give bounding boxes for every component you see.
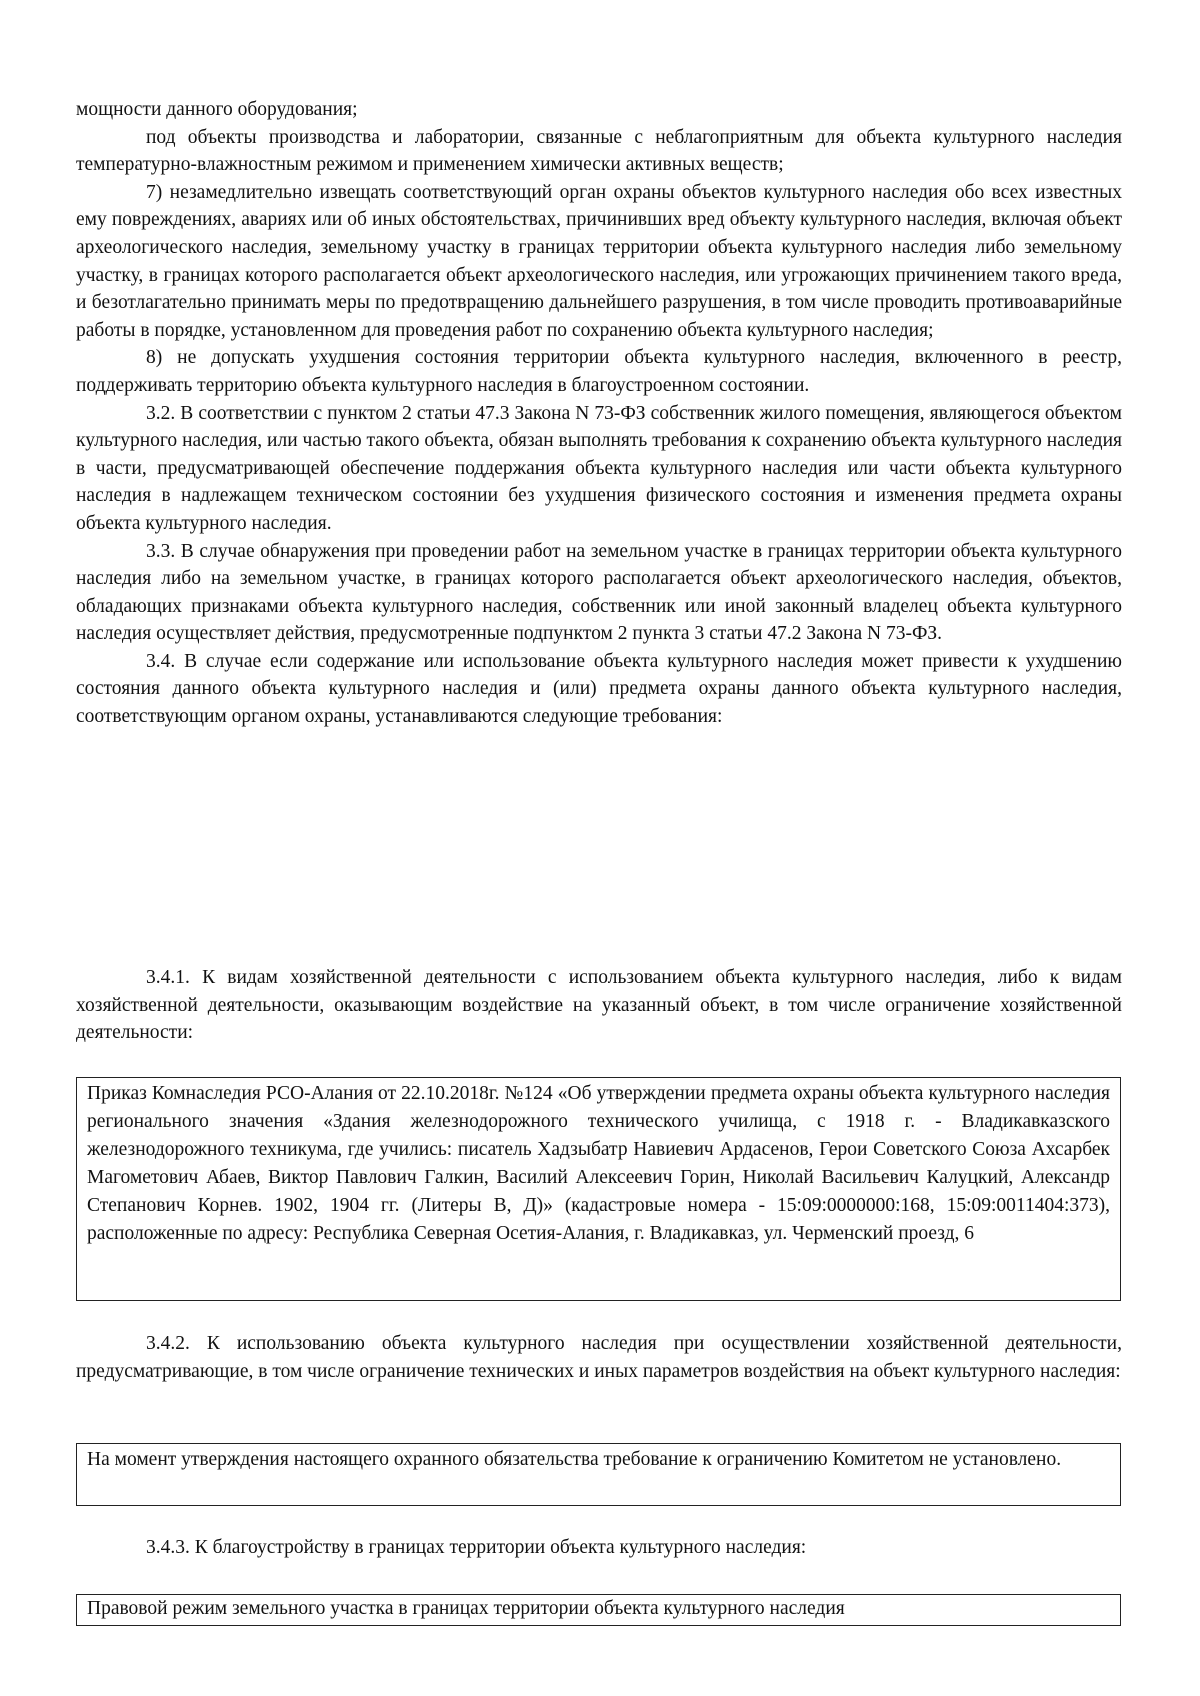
paragraph-3-4: 3.4. В случае если содержание или использование объекта культурного наследия может привести к ухудшению состояния данного объекта культурного наследия и (или) предмета охраны данного объекта культурного наследия, соответствующим органом охраны, устанавливаются следующие требования: — [76, 650, 1122, 728]
text-block-top — [76, 96, 1122, 731]
paragraph-3-4-2: 3.4.2. К использованию объекта культурного наследия при осуществлении хозяйственной деятельности, предусматривающие, в том числе ограничение технических и иных параметров воздействия на объект культурного наследия: — [76, 1333, 1122, 1382]
paragraph-item-8: 8) не допускать ухудшения состояния территории объекта культурного наследия, включенного в реестр, поддерживать территорию объекта культурного наследия в благоустроенном состоянии. — [76, 347, 1122, 396]
paragraph-3-3: 3.3. В случае обнаружения при проведении работ на земельном участке в границах территории объекта культурного наследия либо на земельном участке, в границах которого располагается объект археологического наследия, объектов, обладающих признаками объекта культурного наследия, собственник или иной законный владелец объекта культурного наследия осуществляет действия, предусмотренные подпунктом 2 пункта 3 статьи 47.2 Закона N 73-ФЗ. — [76, 540, 1122, 645]
paragraph-item-7: 7) незамедлительно извещать соответствующий орган охраны объектов культурного наследия обо всех известных ему повреждениях, авариях или об иных обстоятельствах, причинивших вред объекту культурного наследия, включая объект археологического наследия, земельному участку в границах территории объекта культурного наследия либо земельному участку, в границах которого располагается объект археологического наследия, или угрожающих причинением такого вреда, и безотлагательно принимать меры по предотвращению дальнейшего разрушения, в том числе проводить противоаварийные работы в порядке, установленном для проведения работ по сохранению объекта культурного наследия; — [76, 181, 1122, 341]
text-block-3-4-3 — [76, 1534, 1122, 1562]
requirement-box-order: Приказ Комнаследия РСО-Алания от 22.10.2018г. №124 «Об утверждении предмета охраны объекта культурного наследия регионального значения «Здания железнодорожного технического училища, с 1918 г. - Владикавказского железнодорожного техникума, где учились: писатель Хадзыбатр Навиевич Ардасенов, Герои Советского Союза Ахсарбек Магометович Абаев, Виктор Павлович Галкин, Василий Алексеевич Горин, Николай Васильевич Калуцкий, Александр Степанович Корнев. 1902, 1904 гг. (Литеры В, Д)» (кадастровые номера - 15:09:0000000:168, 15:09:0011404:373), расположенные по адресу: Республика Северная Осетия-Алания, г. Владикавказ, ул. Черменский проезд, 6 — [76, 1077, 1121, 1301]
paragraph-equipment-capacity: мощности данного оборудования; — [76, 99, 358, 120]
paragraph-3-2: 3.2. В соответствии с пунктом 2 статьи 47.3 Закона N 73-ФЗ собственник жилого помещения, являющегося объектом культурного наследия, или частью такого объекта, обязан выполнять требования к сохранению объекта культурного наследия в части, предусматривающей обеспечение поддержания объекта культурного наследия или части объекта культурного наследия в надлежащем техническом состоянии без ухудшения физического состояния и изменения предмета охраны объекта культурного наследия. — [76, 402, 1122, 534]
paragraph-3-4-3: 3.4.3. К благоустройству в границах территории объекта культурного наследия: — [146, 1537, 807, 1558]
text-block-3-4-1 — [76, 964, 1122, 1047]
requirement-box-land-regime: Правовой режим земельного участка в границах территории объекта культурного наследия — [76, 1594, 1121, 1626]
text-block-3-4-2 — [76, 1330, 1122, 1385]
paragraph-production-objects: под объекты производства и лаборатории, связанные с неблагоприятным для объекта культурного наследия температурно-влажностным режимом и применением химически активных веществ; — [76, 126, 1122, 176]
paragraph-3-4-1: 3.4.1. К видам хозяйственной деятельности с использованием объекта культурного наследия, либо к видам хозяйственной деятельности, оказывающим воздействие на указанный объект, в том числе ограничение хозяйственной деятельности: — [76, 967, 1122, 1044]
requirement-box-not-established: На момент утверждения настоящего охранного обязательства требование к ограничению Комитетом не установлено. — [76, 1443, 1121, 1506]
